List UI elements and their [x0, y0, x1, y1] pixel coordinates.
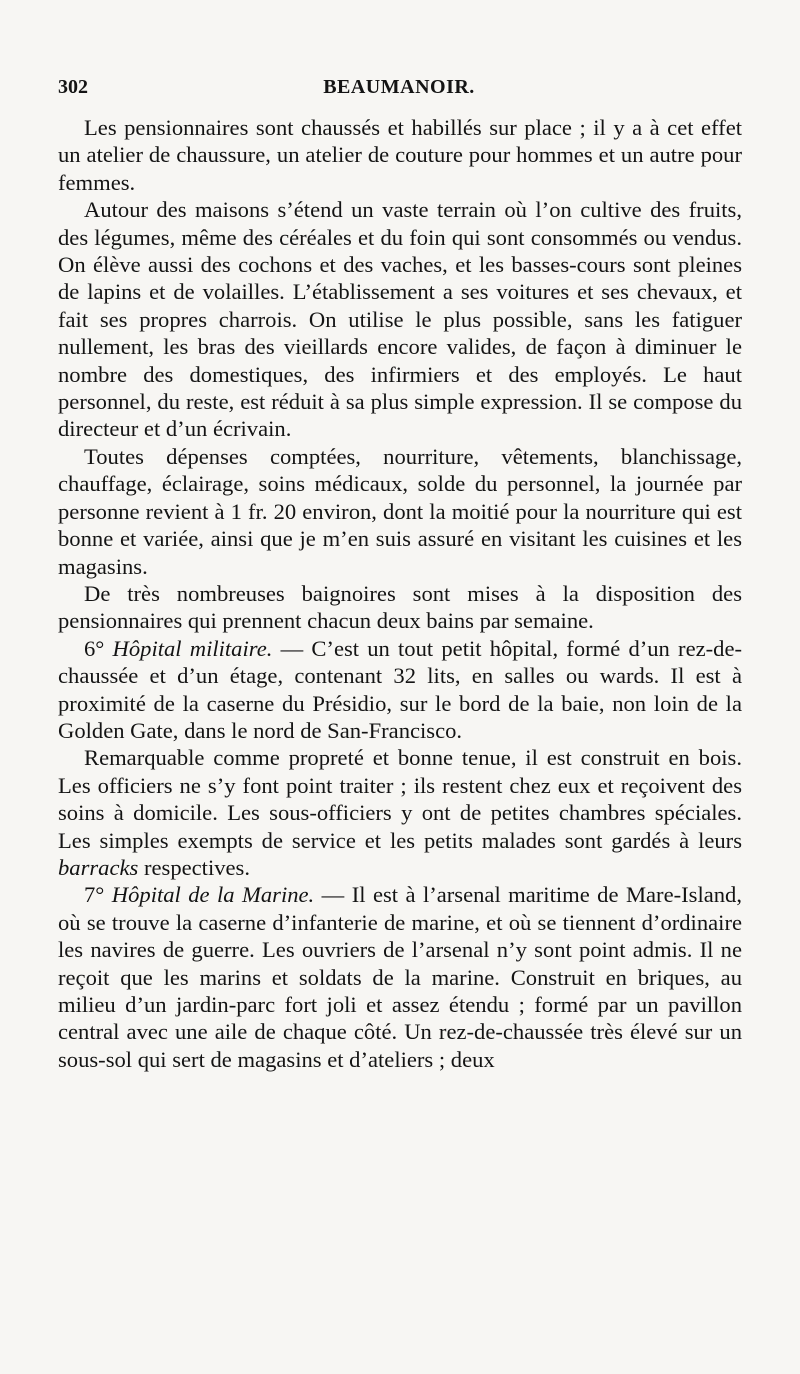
paragraph-text: Remarquable comme propreté et bonne tenue, il est construit en bois. Les officiers ne s’y font point traiter ; ils restent chez eux et reçoivent des soins à domicile. Les sous-officiers y ont de petites chambres spéciales. Les simples exempts de service et les petits malades sont gardés à leurs [58, 745, 742, 853]
running-head: BEAUMANOIR. [323, 76, 475, 98]
paragraph-text: De très nombreuses baignoires sont mises à la disposition des pensionnaires qui prennent chacun deux bains par semaine. [58, 580, 742, 634]
paragraph-text: Toutes dépenses comptées, nourriture, vêtements, blanchissage, chauffage, éclairage, soins médicaux, solde du personnel, la journée par personne revient à 1 fr. 20 environ, dont la moitié pour la nourriture qui est bonne et variée, ainsi que je m’en suis assuré en visitant les cuisines et les magasins. [58, 443, 742, 579]
paragraph-text: Les pensionnaires sont chaussés et habillés sur place ; il y a à cet effet un atelier de chaussure, un atelier de couture pour hommes et un autre pour femmes. [58, 115, 742, 195]
page-header [58, 76, 740, 106]
paragraph-depenses [58, 443, 742, 580]
paragraph-hopital-militaire [58, 635, 742, 745]
section-number: 6° [84, 635, 113, 661]
paragraph-remarquable [58, 744, 742, 881]
paragraph-text-end: respectives. [138, 854, 250, 880]
section-title: Hôpital de la Marine. [111, 882, 315, 908]
paragraph-pensionnaires [58, 114, 742, 196]
paragraph-text: Autour des maisons s’étend un vaste terrain où l’on cultive des fruits, des légumes, même des céréales et du foin qui sont consommés ou vendus. On élève aussi des cochons et des vaches, et les basses-cours sont pleines de lapins et de volailles. L’établissement a ses voitures et ses chevaux, et fait ses propres charrois. On utilise le plus possible, sans les fatiguer nullement, les bras des vieillards encore valides, de façon à diminuer le nombre des domestiques, des infirmiers et des employés. Le haut personnel, du reste, est réduit à sa plus simple expression. Il se compose du directeur et d’un écrivain. [58, 197, 742, 442]
page-body [58, 114, 742, 1073]
section-number: 7° [84, 882, 112, 908]
paragraph-hopital-marine [58, 881, 742, 1073]
paragraph-terrain [58, 196, 742, 443]
italic-term: barracks [58, 854, 139, 880]
paragraph-baignoires [58, 580, 742, 635]
paragraph-text: — Il est à l’arsenal maritime de Mare-Island, où se trouve la caserne d’infanterie de marine, et où se tiennent d’ordinaire les navires de guerre. Les ouvriers de l’arsenal n’y sont point admis. Il ne reçoit que les marins et soldats de la marine. Construit en briques, au milieu d’un jardin-parc fort joli et assez étendu ; formé par un pavillon central avec une aile de chaque côté. Un rez-de-chaussée très élevé sur un sous-sol qui sert de magasins et d’ateliers ; deux [58, 882, 743, 1072]
page-number: 302 [58, 76, 88, 98]
paragraph-text: — C’est un tout petit hôpital, formé d’un rez-de-chaussée et d’un étage, contenant 32 lits, en salles ou wards. Il est à proximité de la caserne du Présidio, sur le bord de la baie, non loin de la Golden Gate, dans le nord de San-Francisco. [58, 635, 742, 743]
section-title: Hôpital militaire. [112, 635, 273, 661]
